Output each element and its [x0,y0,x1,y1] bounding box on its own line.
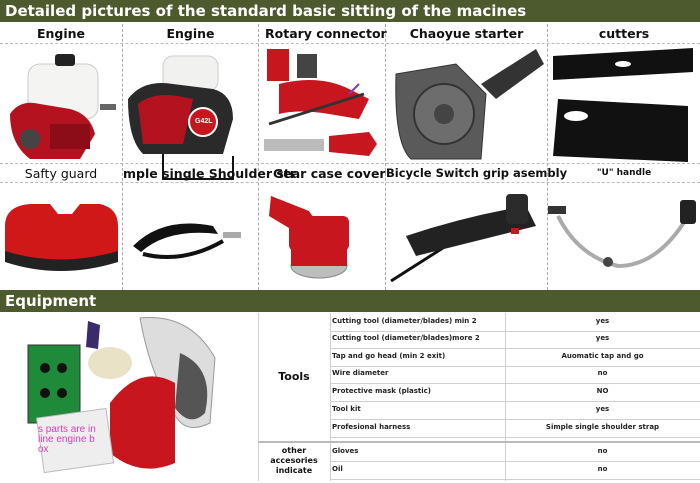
table-row [330,405,700,420]
starter-photo [386,44,547,164]
item-value: no [597,369,608,377]
item-value: no [597,465,608,473]
cell-engine-1 [0,24,122,164]
group-divider [258,441,700,443]
table-row [330,352,700,367]
table-row [330,317,700,332]
cell-safety-guard [0,164,122,290]
photo-caption: s parts are in line engine b ox [38,424,96,455]
cutters-photo [548,44,700,164]
cell-label: Rotary connector [265,26,387,41]
item-name: Cutting tool (diameter/blades)more 2 [332,334,480,342]
cell-label: Chaoyue starter [409,26,524,41]
table-row [330,423,700,438]
table-row [330,334,700,349]
item-value: no [597,447,608,455]
item-value: Auomatic tap and go [561,352,644,360]
cell-label: Safty guard [24,166,98,181]
cell-chaoyue-starter [386,24,547,164]
item-name: Wire diameter [332,369,389,377]
item-name: Tap and go head (min 2 exit) [332,352,446,360]
item-value: yes [595,317,610,325]
cell-cutters [548,24,700,164]
cell-u-handle [548,164,700,290]
table-row [330,465,700,480]
cell-shoulder-strap [123,164,296,290]
engine-photo [0,44,122,164]
item-value: yes [595,334,610,342]
item-value: Simple single shoulder strap [545,423,660,431]
engine-photo [123,44,258,164]
item-name: Cutting tool (diameter/blades) min 2 [332,317,477,325]
item-name: Protective mask (plastic) [332,387,431,395]
cell-rotary-connector [259,24,385,164]
item-name: Oil [332,465,343,473]
switch-grip-photo [386,186,547,286]
accessories-image [0,313,258,481]
cell-label: Engine [36,26,86,41]
item-name: Profesional harness [332,423,411,431]
cell-label: Gear case cover [273,166,386,181]
item-value: NO [596,387,609,395]
table-row [330,447,700,462]
group-label-other: other accesories indicate [270,446,318,475]
section-header-detailed: Detailed pictures of the standard basic sitting of the macines [0,0,700,22]
group-label-tools: Tools [278,370,310,383]
table-border [258,313,259,481]
safety-guard-photo [0,186,122,286]
cell-label: Bicycle Switch grip asembly [386,166,568,180]
cell-switch-grip [386,164,568,290]
item-name: Gloves [332,447,359,455]
item-name: Tool kit [332,405,361,413]
shoulder-strap-photo [123,186,258,286]
cell-label: Engine [166,26,215,41]
cell-engine-2 [123,24,258,164]
cell-label: mple single Shoulder str [123,166,296,181]
section-header-equipment: Equipment [0,290,700,312]
cell-label: cutters [598,26,650,41]
item-value: yes [595,405,610,413]
table-row [330,369,700,384]
equipment-photo [0,313,258,481]
table-row [330,387,700,402]
u-handle-photo [548,186,700,286]
rotary-connector-photo [259,44,385,164]
cell-gear-case-cover [259,164,385,290]
gear-case-photo [259,186,385,286]
cell-label: "U" handle [596,168,652,178]
engine-badge: G42L [195,118,213,125]
